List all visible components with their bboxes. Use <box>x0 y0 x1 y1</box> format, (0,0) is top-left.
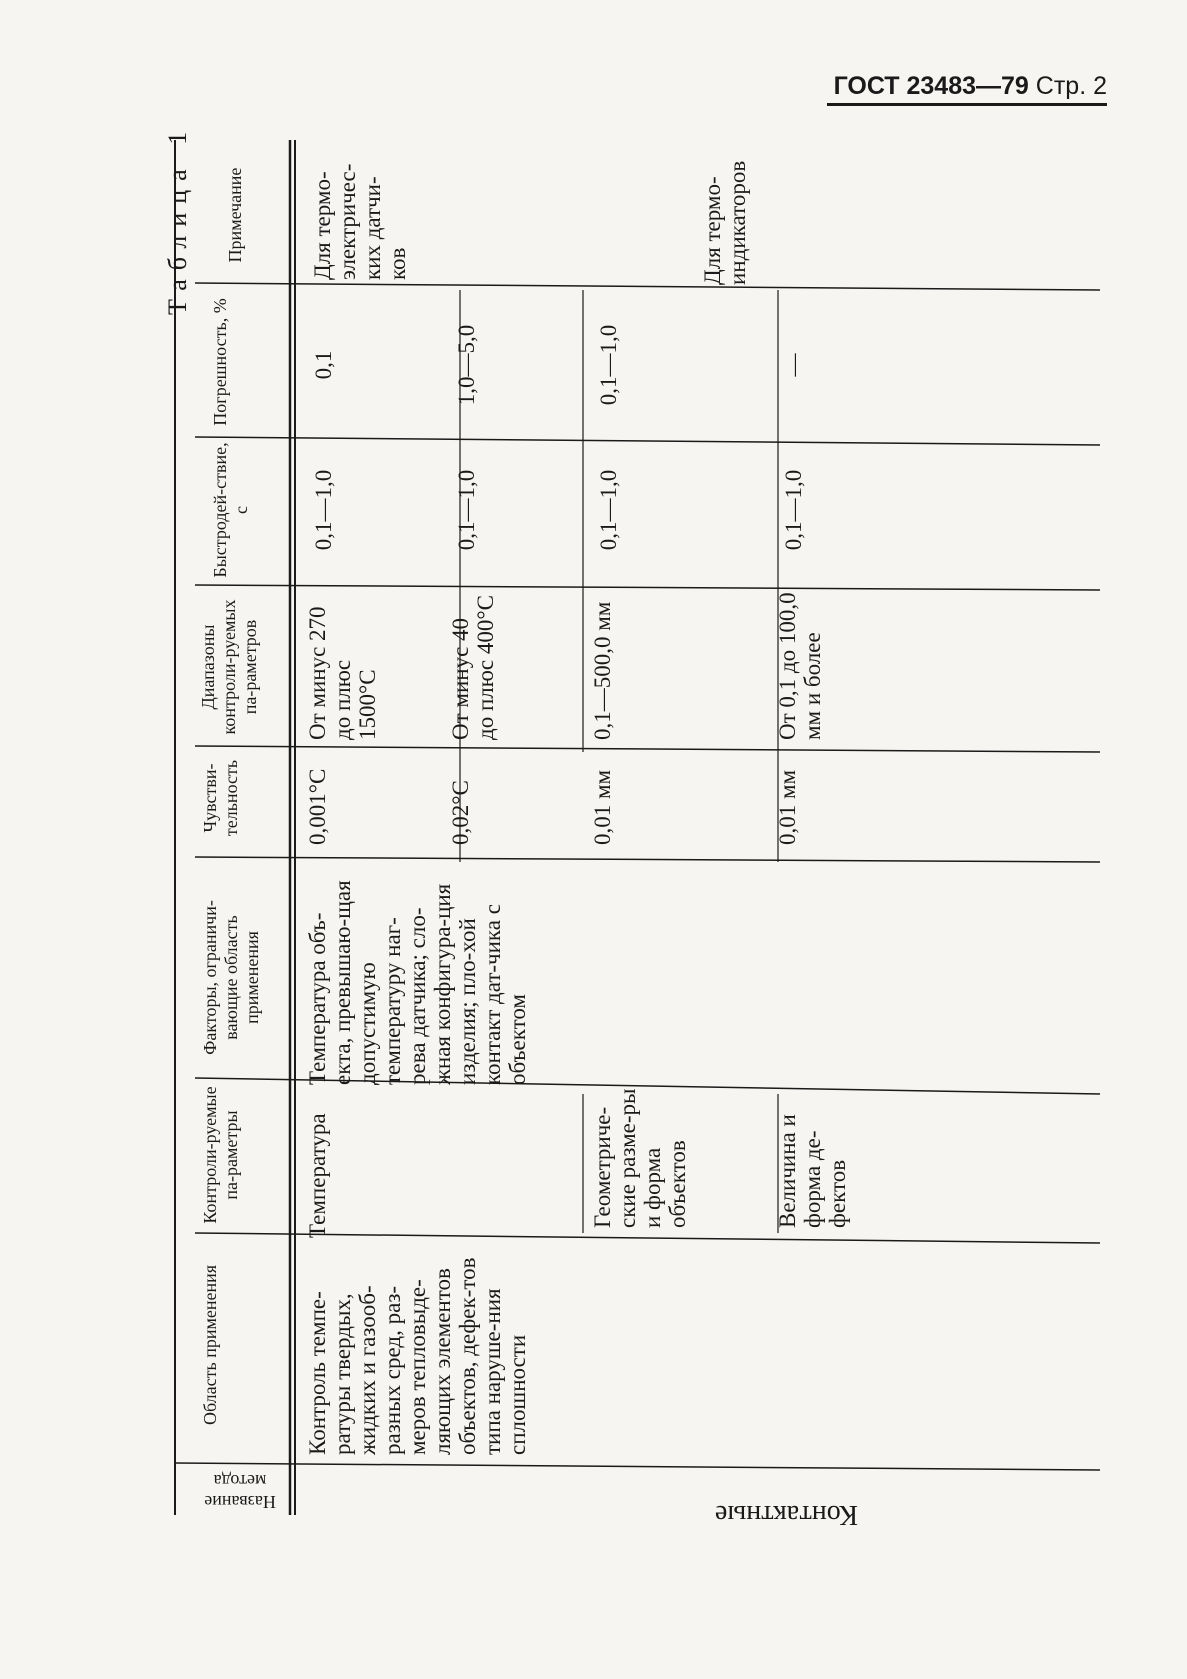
speed-cell: 0,1—1,0 <box>311 469 336 551</box>
range-cell: От 0,1 до 100,0 мм и более <box>775 592 825 740</box>
column-header: Быстродей-ствие, с <box>210 442 251 578</box>
col-title: Название метода <box>204 1471 276 1512</box>
error-cell: — <box>781 353 806 377</box>
table-title: Таблица 1 <box>163 122 192 315</box>
range-cell: От минус 270 до плюс 1500°C <box>305 606 380 740</box>
sensitivity-cell: 0,001°C <box>305 768 330 845</box>
error-cell: 0,1—1,0 <box>596 324 621 406</box>
column-header: Чувстви-тельность <box>200 759 241 837</box>
column-header: Диапазоны контроли-руемых па-раметров <box>198 599 260 735</box>
column-header: Примечание <box>225 167 245 263</box>
header-method <box>190 1470 290 1512</box>
range-cell: 0,1—500,0 мм <box>590 601 615 740</box>
param-cell: Температура <box>305 1113 330 1238</box>
speed-cell: 0,1—1,0 <box>454 469 479 551</box>
param-cell: Величина и форма де-фектов <box>775 1114 850 1228</box>
speed-cell: 0,1—1,0 <box>781 469 806 551</box>
error-cell: 0,1 <box>311 350 336 380</box>
error-cell: 1,0—5,0 <box>454 324 479 406</box>
page-number: Стр. 2 <box>1035 72 1107 100</box>
speed-cell: 0,1—1,0 <box>596 469 621 551</box>
method-name: Контактные <box>715 1499 858 1530</box>
column-header: Контроли-руемые па-раметры <box>200 1086 241 1224</box>
note-cell: Для термо-индикаторов <box>700 160 750 285</box>
standard-number: ГОСТ 23483—79 <box>833 72 1029 100</box>
range-cell: От минус 40 до плюс 400°C <box>448 595 498 740</box>
column-header: Область применения <box>200 1264 220 1426</box>
column-header: Погрешность, % <box>210 298 230 426</box>
area-cell: Контроль темпе-ратуры твердых, жидких и газооб-разных сред, раз-меров тепловыде-ляющих элементов объектов, дефек-тов типа наруше-ния сплошности <box>305 1257 530 1455</box>
column-header: Факторы, ограничи-вающие область применения <box>200 900 262 1055</box>
note-cell: Для термо-электричес-ких датчи-ков <box>310 163 410 280</box>
param-cell: Геометриче-ские разме-ры и форма объектов <box>590 1088 690 1228</box>
factors-cell: Температура объ-екта, превышаю-щая допустимую температуру наг-рева датчика; сло-жная конфигура-ция изделия; пло-хой контакт дат-чика с объектом <box>305 880 530 1085</box>
sensitivity-cell: 0,01 мм <box>775 769 800 845</box>
sensitivity-cell: 0,02°C <box>448 780 473 845</box>
sensitivity-cell: 0,01 мм <box>590 769 615 845</box>
